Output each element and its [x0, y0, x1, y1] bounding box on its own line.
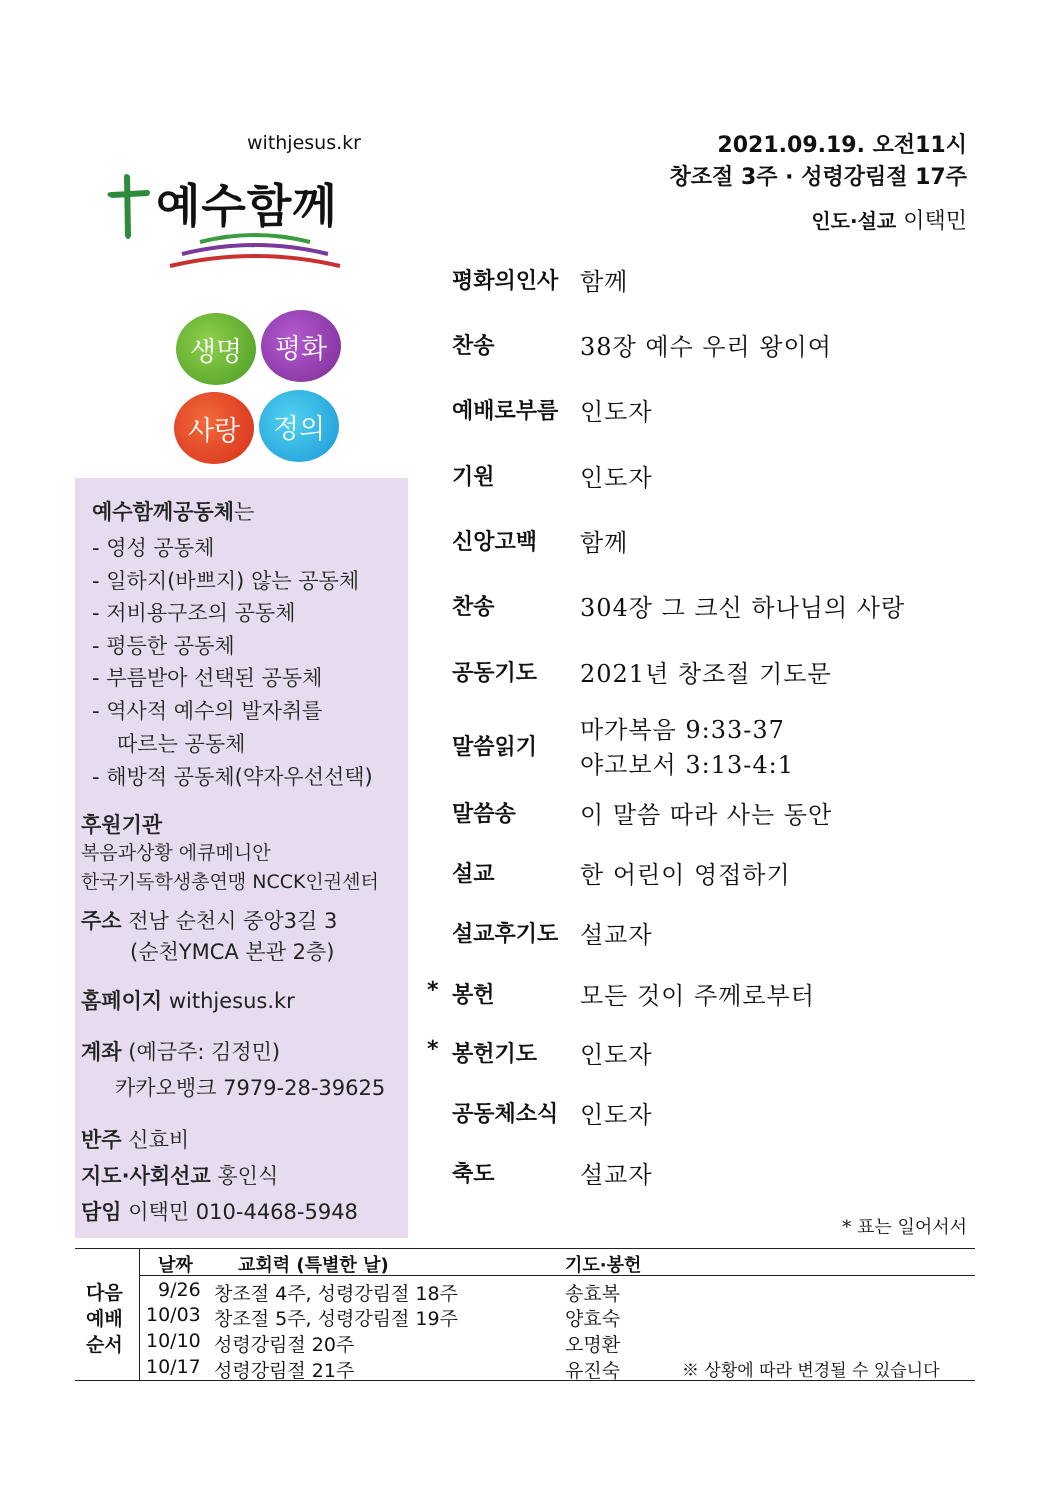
stand-marker: * — [427, 1037, 439, 1062]
address: 주소 전남 순천시 중앙3길 3 — [81, 909, 338, 933]
sidebar — [75, 478, 408, 1238]
order-value: 모든 것이 주께로부터 — [580, 982, 815, 1010]
order-label: 설교후기도 — [452, 922, 559, 947]
logo-text: 예수함께 — [156, 179, 338, 233]
row-date: 10/10 — [146, 1330, 201, 1352]
row-prayer: 오명환 — [565, 1334, 621, 1356]
stand-marker: * — [427, 978, 439, 1003]
community-item: - 평등한 공동체 — [92, 634, 235, 658]
order-item — [452, 392, 653, 427]
order-item — [452, 654, 832, 689]
order-item — [452, 1155, 653, 1190]
table-border — [75, 1248, 975, 1249]
order-label: 봉헌 — [452, 983, 495, 1008]
order-label: 설교 — [452, 862, 495, 887]
order-label: 기원 — [452, 465, 495, 490]
order-item — [452, 855, 791, 890]
order-item — [452, 262, 628, 297]
order-value: 38장 예수 우리 왕이여 — [580, 333, 832, 361]
schedule-side-label: 다음 — [86, 1282, 123, 1304]
row-date: 10/17 — [146, 1356, 201, 1378]
order-label: 찬송 — [452, 595, 495, 620]
row-prayer: 유진숙 — [565, 1360, 621, 1382]
order-item — [452, 795, 832, 830]
order-label: 찬송 — [452, 334, 495, 359]
table-divider — [139, 1248, 140, 1380]
homepage: 홈페이지 withjesus.kr — [81, 989, 295, 1013]
guidance: 지도·사회선교 홍인식 — [81, 1164, 279, 1188]
order-value: 설교자 — [580, 921, 653, 949]
service-date: 2021.09.19. 오전11시 — [717, 133, 967, 158]
liturgical-season: 창조절 3주 · 성령강림절 17주 — [669, 165, 967, 190]
community-item: - 저비용구조의 공동체 — [92, 601, 296, 625]
community-item: - 부름받아 선택된 공동체 — [92, 666, 323, 690]
order-item — [452, 1095, 653, 1130]
account-number: 카카오뱅크 7979-28-39625 — [115, 1076, 386, 1100]
order-value: 이 말씀 따라 사는 동안 — [580, 801, 833, 829]
order-value: 설교자 — [580, 1161, 653, 1189]
badge-justice: 정의 — [259, 390, 339, 462]
community-item: - 해방적 공동체(약자우선선택) — [92, 765, 373, 789]
order-value: 인도자 — [580, 398, 653, 426]
row-calendar: 창조절 5주, 성령강림절 19주 — [214, 1308, 458, 1330]
row-calendar: 성령강림절 21주 — [214, 1360, 355, 1382]
row-calendar: 창조절 4주, 성령강림절 18주 — [214, 1283, 458, 1305]
order-item — [452, 976, 815, 1011]
order-item — [452, 915, 653, 950]
preacher-name: 이택민 — [903, 209, 967, 234]
preacher — [811, 204, 967, 235]
row-calendar: 성령강림절 20주 — [214, 1334, 355, 1356]
address-line2: (순천YMCA 본관 2층) — [130, 940, 335, 964]
sponsor: 복음과상황 에큐메니안 — [81, 842, 271, 864]
order-value: 야고보서 3:13-4:1 — [580, 751, 794, 779]
order-item — [452, 588, 905, 623]
order-item — [452, 327, 832, 362]
schedule-side-label: 순서 — [86, 1334, 123, 1356]
sponsor: 한국기독학생총연맹 NCCK인권센터 — [81, 871, 379, 893]
account: 계좌 (예금주: 김정민) — [81, 1040, 281, 1064]
order-label: 공동체소식 — [452, 1102, 559, 1127]
badge-love: 사랑 — [174, 392, 254, 464]
cross-icon — [104, 170, 154, 244]
community-item: - 역사적 예수의 발자취를 — [92, 699, 323, 723]
order-value: 인도자 — [580, 464, 653, 492]
order-value: 한 어린이 영접하기 — [580, 861, 791, 889]
order-item — [452, 458, 653, 493]
accompanist: 반주 신효비 — [81, 1128, 190, 1152]
order-item — [452, 523, 628, 558]
order-value: 2021년 창조절 기도문 — [580, 660, 832, 688]
community-item: - 영성 공동체 — [92, 536, 215, 560]
community-item: - 일하지(바쁘지) 않는 공동체 — [92, 569, 360, 593]
col-header-calendar: 교회력 (특별한 날) — [238, 1255, 389, 1276]
community-item: 따르는 공동체 — [117, 732, 246, 756]
order-value: 인도자 — [580, 1101, 653, 1129]
order-label: 축도 — [452, 1162, 495, 1187]
stand-note: * 표는 일어서서 — [842, 1217, 967, 1238]
schedule-side-label: 예배 — [86, 1308, 123, 1330]
order-label: 말씀송 — [452, 802, 516, 827]
row-prayer: 양효숙 — [565, 1308, 621, 1330]
community-title: 예수함께공동체는 — [92, 500, 255, 524]
order-value: 인도자 — [580, 1041, 653, 1069]
order-label: 예배로부름 — [452, 399, 559, 424]
schedule-note: ※ 상황에 따라 변경될 수 있습니다 — [682, 1361, 940, 1381]
pastor: 담임 이택민 010-4468-5948 — [81, 1200, 358, 1224]
badge-life: 생명 — [176, 313, 256, 385]
row-date: 9/26 — [158, 1279, 201, 1301]
badge-peace: 평화 — [261, 310, 341, 382]
row-prayer: 송효복 — [565, 1283, 621, 1305]
order-label: 공동기도 — [452, 661, 538, 686]
col-header-prayer: 기도·봉헌 — [565, 1255, 642, 1276]
site-url: withjesus.kr — [247, 132, 361, 154]
order-label: 말씀읽기 — [452, 734, 538, 760]
order-value: 마가복음 9:33-37 — [580, 716, 785, 744]
order-label: 신앙고백 — [452, 530, 538, 555]
logo-arcs-icon — [160, 232, 350, 282]
order-value: 함께 — [580, 268, 629, 296]
preacher-label: 인도·설교 — [811, 209, 897, 233]
order-value: 304장 그 크신 하나님의 사랑 — [580, 594, 906, 622]
order-label: 봉헌기도 — [452, 1042, 538, 1067]
order-label: 평화의인사 — [452, 269, 559, 294]
col-header-date: 날짜 — [158, 1255, 193, 1276]
order-value: 함께 — [580, 529, 629, 557]
order-item — [452, 710, 794, 780]
order-item — [452, 1035, 653, 1070]
sponsor-label: 후원기관 — [81, 813, 163, 837]
row-date: 10/03 — [146, 1304, 201, 1326]
